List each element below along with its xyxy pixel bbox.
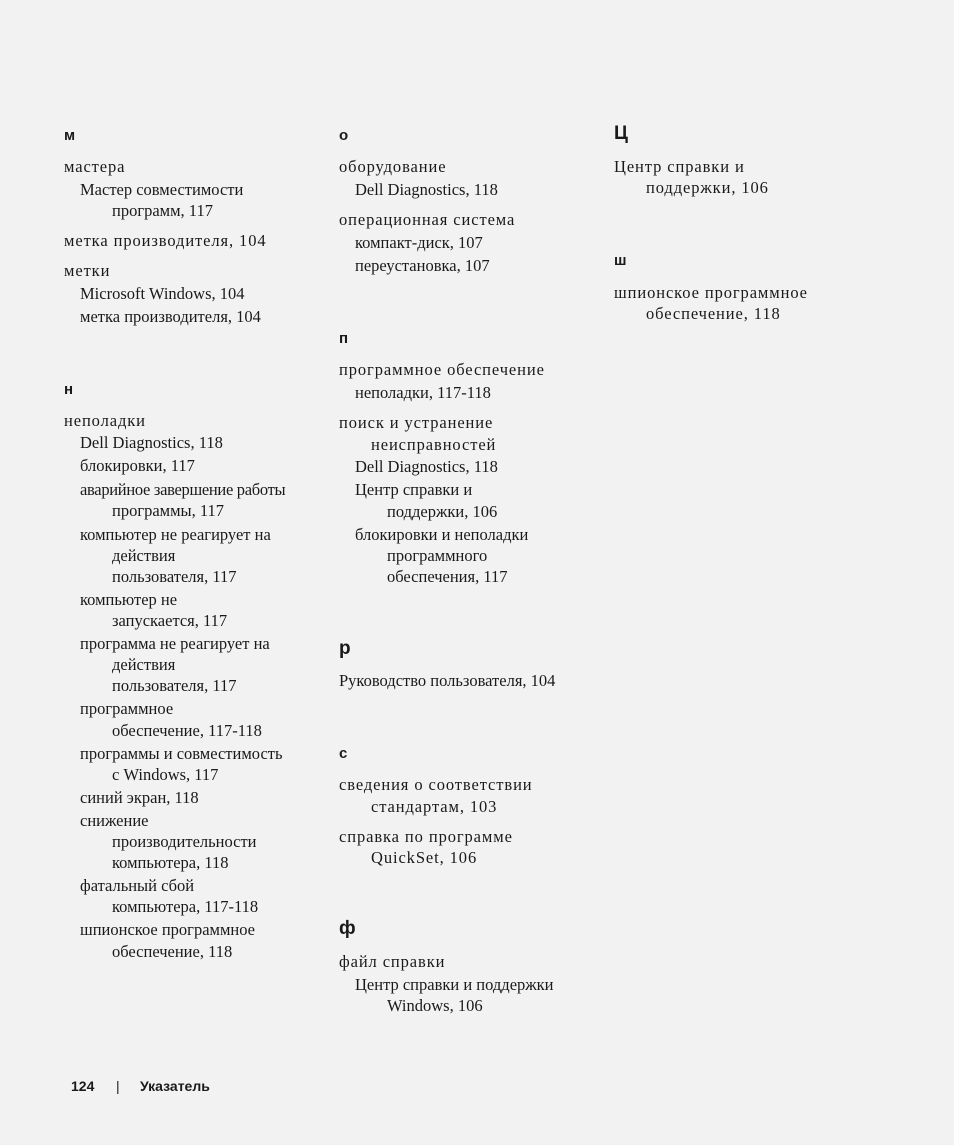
index-subentry: Dell Diagnostics, 118 xyxy=(80,433,223,452)
letter-heading-p: п xyxy=(339,330,349,347)
footer-section-title: Указатель xyxy=(140,1078,210,1094)
index-entry: неполадки xyxy=(64,411,146,430)
index-subentry: синий экран, 118 xyxy=(80,788,199,807)
index-subentry: аварийное завершение работы xyxy=(80,480,286,499)
index-entry: оборудование xyxy=(339,157,447,176)
letter-heading-s: с xyxy=(339,745,348,762)
index-entry-cont: стандартам, 103 xyxy=(371,797,498,816)
index-entry: файл справки xyxy=(339,952,446,971)
index-subentry-cont: компьютера, 117-118 xyxy=(112,897,259,916)
index-subentry-cont: пользователя, 117 xyxy=(112,676,237,695)
letter-heading-m: м xyxy=(64,127,76,144)
index-subentry-cont: пользователя, 117 xyxy=(112,567,237,586)
index-subentry: Microsoft Windows, 104 xyxy=(80,284,245,303)
letter-heading-o: о xyxy=(339,127,349,144)
index-subentry: фатальный сбой xyxy=(80,876,195,895)
letter-heading-n: н xyxy=(64,381,74,398)
index-subentry-cont: действия xyxy=(112,655,176,674)
index-subentry: Dell Diagnostics, 118 xyxy=(355,180,498,199)
index-subentry-cont: обеспечение, 118 xyxy=(112,942,233,961)
index-subentry: компьютер не реагирует на xyxy=(80,525,271,544)
index-entry: Центр справки и xyxy=(614,157,745,176)
index-subentry-cont: компьютера, 118 xyxy=(112,853,229,872)
index-subentry: метка производителя, 104 xyxy=(80,307,261,326)
index-entry: метки xyxy=(64,261,111,280)
index-entry: программное обеспечение xyxy=(339,360,545,379)
index-entry-cont: обеспечение, 118 xyxy=(646,304,781,323)
letter-heading-r: р xyxy=(339,638,351,659)
index-subentry-cont: обеспечение, 117-118 xyxy=(112,721,262,740)
index-subentry: программа не реагирует на xyxy=(80,634,270,653)
letter-heading-f: ф xyxy=(339,918,356,939)
index-subentry-cont: запускается, 117 xyxy=(112,611,228,630)
index-subentry: Dell Diagnostics, 118 xyxy=(355,457,498,476)
index-subentry: компакт-диск, 107 xyxy=(355,233,483,252)
index-subentry-cont: с Windows, 117 xyxy=(112,765,219,784)
index-subentry: Мастер совместимости xyxy=(80,180,244,199)
index-subentry-cont: программы, 117 xyxy=(112,501,225,520)
index-subentry-cont: Windows, 106 xyxy=(387,996,483,1015)
index-subentry-cont: производительности xyxy=(112,832,257,851)
index-subentry-cont: поддержки, 106 xyxy=(387,502,498,521)
index-entry: шпионское программное xyxy=(614,283,808,302)
index-subentry: Центр справки и поддержки xyxy=(355,975,554,994)
index-entry: сведения о соответствии xyxy=(339,775,533,794)
index-subentry-cont: программ, 117 xyxy=(112,201,213,220)
index-subentry-cont: обеспечения, 117 xyxy=(387,567,508,586)
index-subentry: снижение xyxy=(80,811,149,830)
letter-heading-sh: ш xyxy=(614,252,627,269)
index-subentry: блокировки, 117 xyxy=(80,456,195,475)
index-subentry-cont: действия xyxy=(112,546,176,565)
index-entry: метка производителя, 104 xyxy=(64,231,267,250)
index-subentry: переустановка, 107 xyxy=(355,256,490,275)
index-subentry: программное xyxy=(80,699,174,718)
index-subentry: шпионское программное xyxy=(80,920,256,939)
index-subentry: блокировки и неполадки xyxy=(355,525,529,544)
index-subentry: компьютер не xyxy=(80,590,178,609)
letter-heading-ts: Ц xyxy=(614,123,628,144)
index-entry: операционная система xyxy=(339,210,516,229)
index-entry: Руководство пользователя, 104 xyxy=(339,671,556,690)
index-entry-cont: QuickSet, 106 xyxy=(371,848,478,867)
index-entry-cont: поддержки, 106 xyxy=(646,178,769,197)
page-number: 124 xyxy=(71,1078,95,1094)
index-entry: поиск и устранение xyxy=(339,413,494,432)
index-entry-cont: неисправностей xyxy=(371,435,497,454)
index-subentry: неполадки, 117-118 xyxy=(355,383,491,402)
index-entry: справка по программе xyxy=(339,827,513,846)
index-subentry-cont: программного xyxy=(387,546,488,565)
index-subentry: Центр справки и xyxy=(355,480,473,499)
index-entry: мастера xyxy=(64,157,126,176)
index-subentry: программы и совместимость xyxy=(80,744,283,763)
footer-separator: | xyxy=(116,1078,120,1094)
